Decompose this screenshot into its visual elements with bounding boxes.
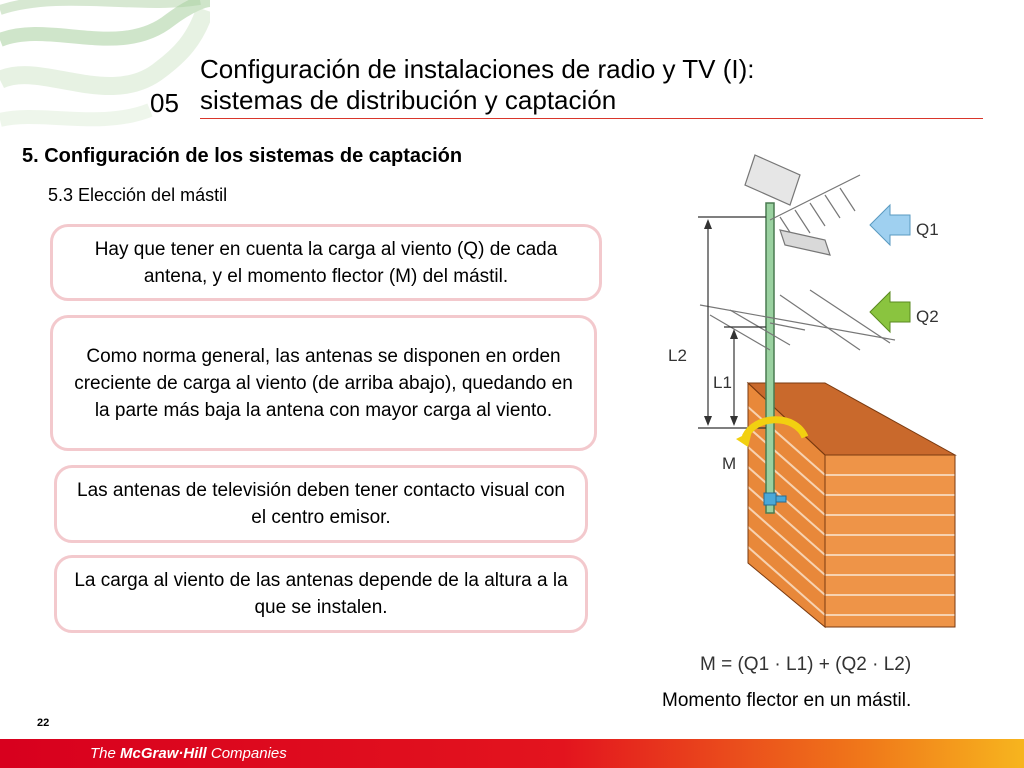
moment-formula: M = (Q1 · L1) + (Q2 · L2) xyxy=(700,654,912,675)
q2-wind-arrow xyxy=(870,292,910,332)
title-line-2: sistemas de distribución y captación xyxy=(200,85,617,115)
mast-diagram xyxy=(660,145,980,645)
label-q2: Q2 xyxy=(916,307,939,326)
label-l1: L1 xyxy=(713,373,732,392)
chapter-number: 05 xyxy=(150,88,179,118)
section-title: 5. Configuración de los sistemas de captación xyxy=(22,145,463,167)
label-m: M xyxy=(722,454,737,473)
info-box-visual-contact xyxy=(54,465,588,543)
info-box-antenna-order xyxy=(50,315,597,451)
info-box-text: Las antenas de televisión deben tener contacto visual con el centro emisor. xyxy=(77,480,565,528)
publisher-logo xyxy=(90,745,287,762)
title-divider xyxy=(200,118,983,119)
label-l2: L2 xyxy=(668,346,687,365)
logo-suffix: Companies xyxy=(206,745,287,762)
info-box-wind-load xyxy=(50,224,602,301)
footer-bar xyxy=(0,739,1024,768)
q1-wind-arrow xyxy=(870,205,910,245)
info-box-height xyxy=(54,555,588,633)
info-box-text: La carga al viento de las antenas depende de la altura a la que se instalen. xyxy=(74,570,568,618)
info-box-text: Hay que tener en cuenta la carga al viento (Q) de cada antena, y el momento flector (M) del mástil. xyxy=(94,238,558,287)
page-number: 22 xyxy=(37,717,50,729)
label-q1: Q1 xyxy=(916,220,939,239)
logo-prefix: The xyxy=(90,745,121,762)
info-box-text: Como norma general, las antenas se disponen en orden creciente de carga al viento (de arriba abajo), quedando en la parte más baja la antena con mayor carga al viento. xyxy=(74,345,573,421)
mast xyxy=(766,203,774,513)
upper-antenna xyxy=(745,155,860,255)
figure-caption: Momento flector en un mástil. xyxy=(662,690,912,711)
lower-antenna xyxy=(700,290,895,350)
page-title xyxy=(200,54,754,116)
title-line-1: Configuración de instalaciones de radio y TV (I): xyxy=(200,54,755,84)
logo-brand: McGraw·Hill xyxy=(120,745,207,762)
subsection-title: 5.3 Elección del mástil xyxy=(48,185,228,205)
